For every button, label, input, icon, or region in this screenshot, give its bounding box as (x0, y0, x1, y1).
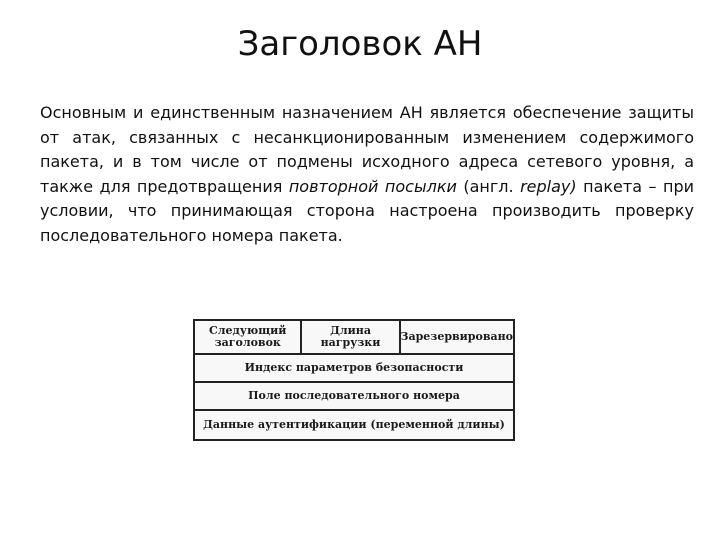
slide-paragraph (40, 101, 694, 248)
ah-header-diagram (193, 319, 515, 441)
slide-title: Заголовок AH (237, 24, 483, 64)
payload-length-cell: Длина нагрузки (302, 321, 400, 353)
ah-row-4 (195, 411, 513, 439)
ah-row-3 (195, 383, 513, 411)
ah-row-2 (195, 355, 513, 383)
paragraph-part-3: пакета – при условии, что принимающая сторона настроена производить проверку последовательного номера пакета. (40, 176, 695, 245)
sequence-number-cell: Поле последовательного номера (248, 389, 460, 402)
ah-row-1 (195, 321, 513, 355)
spi-cell: Индекс параметров безопасности (244, 361, 464, 374)
paragraph-term-replay-en: replay) (520, 176, 577, 196)
paragraph-term-replay-ru: повторной посылки (288, 176, 457, 196)
paragraph-part-1: Основным и единственным назначением AH является обеспечение защиты от атак, связанных с несанкционированным изменением содержимого пакета, и в том числе от подмены исходного адреса сетевого уровня, а также для предотвращения (40, 103, 694, 196)
paragraph-part-2: (англ. (456, 176, 521, 196)
reserved-cell: Зарезервировано (400, 330, 513, 343)
next-header-cell: Следующий заголовок (195, 321, 302, 353)
auth-data-cell: Данные аутентификации (переменной длины) (203, 418, 505, 431)
